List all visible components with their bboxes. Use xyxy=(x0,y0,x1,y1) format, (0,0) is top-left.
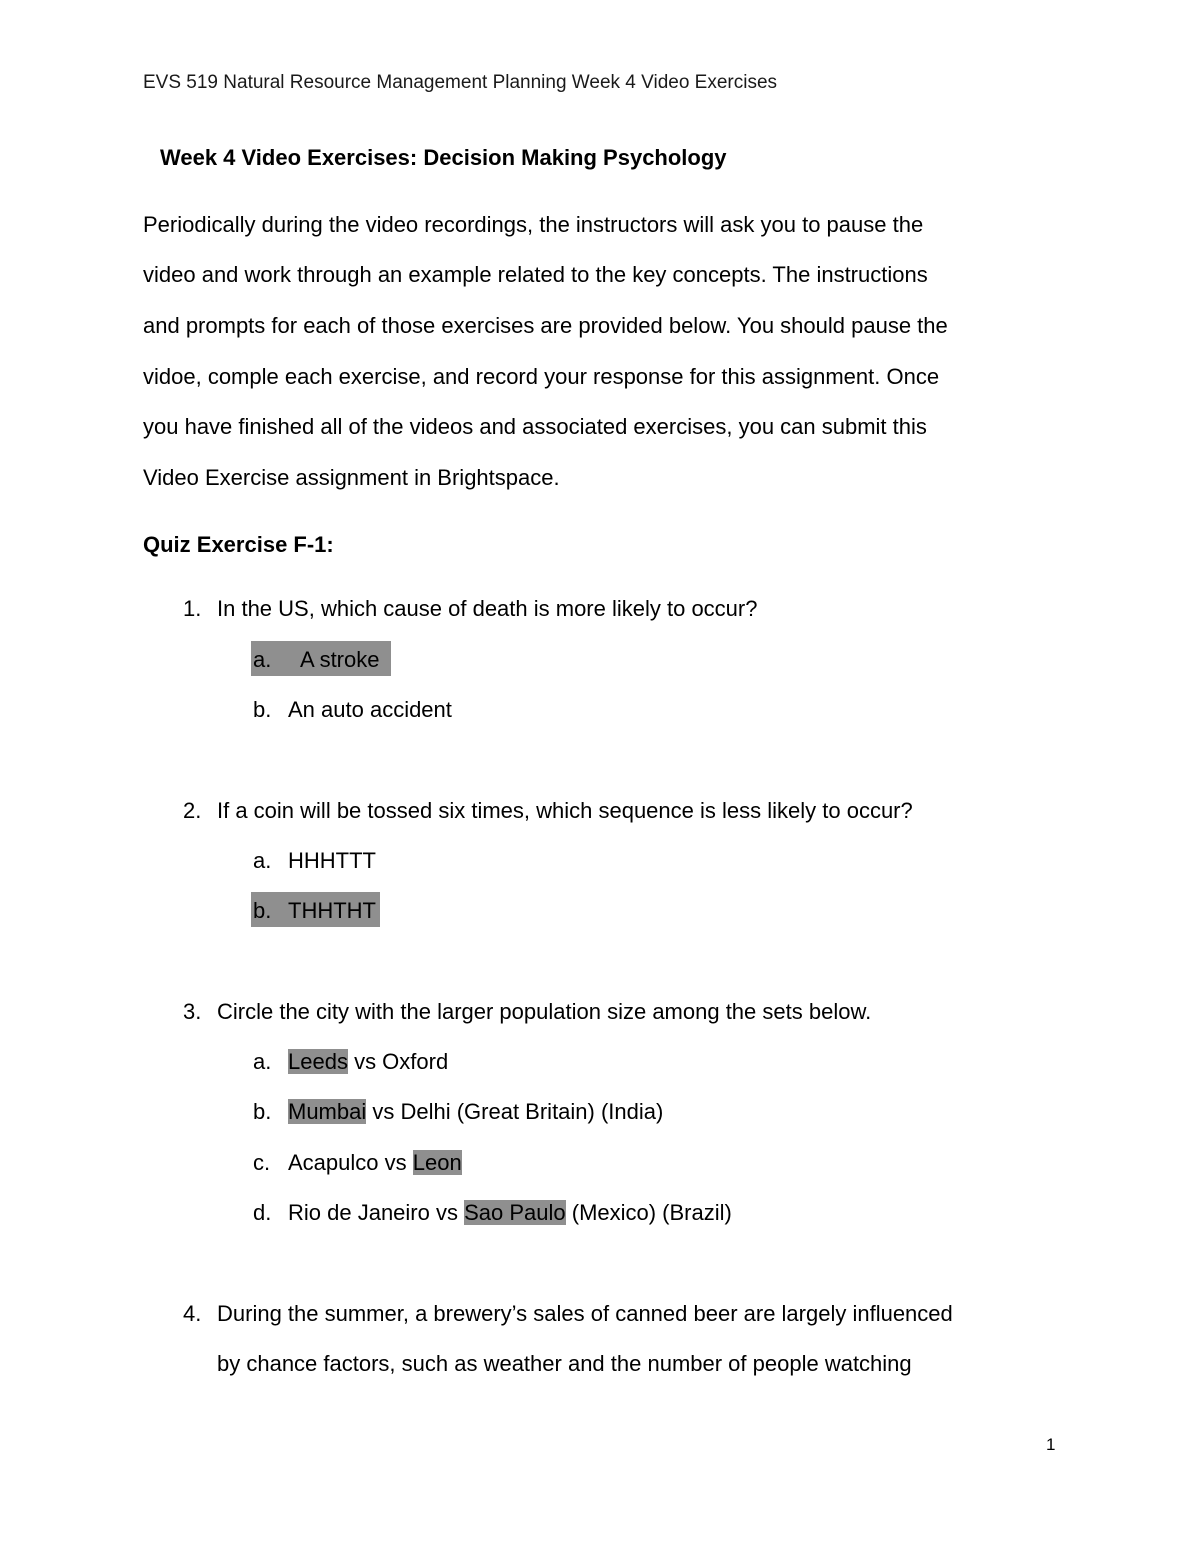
option-text xyxy=(288,1049,448,1075)
intro-line: video and work through an example related to the key concepts. The instructions xyxy=(143,262,928,287)
intro-line: Periodically during the video recordings, the instructors will ask you to pause the xyxy=(143,212,924,237)
highlighted-answer: Leon xyxy=(412,1150,462,1175)
intro-line: Video Exercise assignment in Brightspace. xyxy=(143,465,560,490)
question-number: 2. xyxy=(183,798,202,823)
option-pre: Rio de Janeiro vs xyxy=(288,1200,465,1225)
option-rest: vs Delhi (Great Britain) (India) xyxy=(366,1099,664,1124)
question-text: by chance factors, such as weather and the number of people watching xyxy=(217,1351,912,1376)
option-text xyxy=(288,1099,663,1125)
option-letter: b. xyxy=(253,898,272,923)
question-text: In the US, which cause of death is more likely to occur? xyxy=(217,596,758,621)
option-letter: b. xyxy=(253,697,272,722)
option-rest: vs Oxford xyxy=(347,1049,449,1074)
option-rest: (Mexico) (Brazil) xyxy=(565,1200,732,1225)
option-letter: a. xyxy=(253,848,272,873)
question-text: If a coin will be tossed six times, which sequence is less likely to occur? xyxy=(217,798,913,823)
question-text: Circle the city with the larger population size among the sets below. xyxy=(217,999,872,1024)
intro-line: vidoe, comple each exercise, and record your response for this assignment. Once xyxy=(143,364,940,389)
highlighted-answer: Sao Paulo xyxy=(464,1200,566,1225)
intro-line: you have finished all of the videos and associated exercises, you can submit this xyxy=(143,414,927,439)
question-number: 4. xyxy=(183,1301,202,1326)
quiz-heading: Quiz Exercise F-1: xyxy=(143,532,334,557)
page-number: 1 xyxy=(1046,1435,1056,1454)
option-text: A stroke xyxy=(300,647,380,672)
page-title: Week 4 Video Exercises: Decision Making Psychology xyxy=(160,145,727,170)
option-text: An auto accident xyxy=(288,697,452,722)
option-letter: a. xyxy=(253,1049,272,1074)
option-text xyxy=(288,1200,732,1226)
question-number: 3. xyxy=(183,999,202,1024)
option-pre: Acapulco vs xyxy=(288,1150,413,1175)
intro-line: and prompts for each of those exercises are provided below. You should pause the xyxy=(143,313,948,338)
option-text: HHHTTT xyxy=(288,848,376,873)
option-text: THHTHT xyxy=(288,898,376,923)
running-header: EVS 519 Natural Resource Management Planning Week 4 Video Exercises xyxy=(143,72,778,93)
option-letter: a. xyxy=(253,647,272,672)
question-number: 1. xyxy=(183,596,202,621)
option-letter: d. xyxy=(253,1200,272,1225)
option-letter: c. xyxy=(253,1150,271,1175)
highlighted-answer: Leeds xyxy=(288,1049,348,1074)
option-letter: b. xyxy=(253,1099,272,1124)
highlighted-answer: Mumbai xyxy=(288,1099,367,1124)
option-text xyxy=(288,1150,462,1176)
question-text: During the summer, a brewery’s sales of canned beer are largely influenced xyxy=(217,1301,953,1326)
